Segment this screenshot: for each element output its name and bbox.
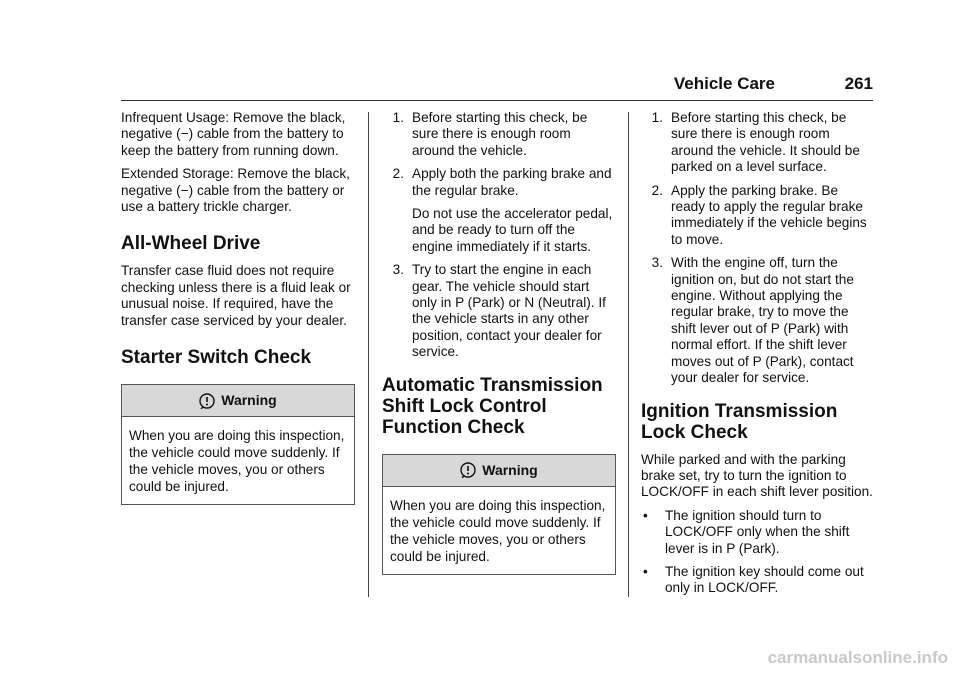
list-item — [641, 508, 875, 557]
step-number: 3. — [392, 262, 404, 278]
step-text: Try to start the engine in each gear. The vehicle should start only in P (Park) or N (Neutral). If the vehicle starts in any other position, contact your dealer for service. — [412, 262, 606, 360]
step-text: Apply the parking brake. Be ready to apply the regular brake immediately if the vehicle begins to move. — [671, 182, 867, 247]
bullet-text: The ignition should turn to LOCK/OFF only when the shift lever is in P (Park). — [665, 507, 850, 556]
heading-starter-switch-check: Starter Switch Check — [121, 347, 312, 369]
step-number: 3. — [651, 255, 663, 271]
warning-icon — [199, 393, 215, 409]
column-1 — [121, 110, 355, 505]
bullet-text: The ignition key should come out only in LOCK/OFF. — [665, 563, 864, 596]
step-note: Do not use the accelerator pedal, and be ready to turn off the engine immediately if it starts. — [412, 206, 613, 254]
list-item — [382, 166, 616, 255]
list-item — [641, 110, 875, 176]
warning-header — [122, 385, 354, 417]
section-title: Vehicle Care — [673, 74, 775, 93]
list-item — [641, 255, 875, 386]
step-text: Apply both the parking brake and the regular brake. — [412, 166, 612, 198]
heading-ignition-lock-check: Ignition Transmission Lock Check — [641, 400, 838, 443]
warning-box — [121, 384, 355, 505]
warning-box — [382, 454, 616, 575]
paragraph-extended-storage: Extended Storage: Remove the black, negative (−) cable from the battery or use a battery trickle charger. — [121, 166, 350, 215]
page-header — [121, 60, 873, 101]
list-item — [382, 262, 616, 360]
list-item — [382, 110, 616, 159]
watermark: carmanualsonline.info — [767, 648, 948, 667]
bullet-mark: • — [643, 563, 648, 579]
warning-icon — [460, 462, 476, 478]
warning-title: Warning — [482, 461, 538, 478]
list-item — [641, 564, 875, 597]
step-text: With the engine off, turn the ignition on, but do not start the engine. Without applying the regular brake, try to move the shift lever out of P (Park) with normal effort. If the shift lever moves out of P (Park), contact your dealer for service. — [671, 255, 854, 386]
heading-shift-lock-check: Automatic Transmission Shift Lock Control Function Check — [382, 374, 603, 438]
heading-all-wheel-drive: All-Wheel Drive — [121, 233, 261, 255]
shift-lock-steps — [641, 110, 875, 387]
paragraph-awd: Transfer case fluid does not require checking unless there is a fluid leak or unusual noise. If required, have the transfer case serviced by your dealer. — [121, 263, 351, 328]
ignition-bullets — [641, 508, 875, 597]
column-divider — [368, 112, 369, 597]
page-number: 261 — [844, 74, 873, 93]
bullet-mark: • — [643, 507, 648, 523]
starter-check-steps — [382, 110, 616, 361]
step-text: Before starting this check, be sure there is enough room around the vehicle. It should be parked on a level surface. — [671, 110, 860, 175]
column-2 — [382, 110, 616, 575]
step-text: Before starting this check, be sure there is enough room around the vehicle. — [412, 110, 588, 158]
warning-title: Warning — [221, 392, 277, 409]
column-3 — [641, 110, 875, 604]
paragraph-ignition: While parked and with the parking brake set, try to turn the ignition to LOCK/OFF in each shift lever position. — [641, 451, 873, 500]
warning-text: When you are doing this inspection, the vehicle could move suddenly. If the vehicle moves, you or others could be injured. — [129, 428, 345, 495]
column-divider — [628, 112, 629, 597]
warning-header — [383, 455, 615, 487]
list-item — [641, 183, 875, 249]
step-number: 1. — [651, 110, 663, 125]
step-number: 2. — [392, 166, 404, 182]
paragraph-infrequent-usage: Infrequent Usage: Remove the black, negative (−) cable from the battery to keep the battery from running down. — [121, 110, 346, 158]
step-number: 2. — [651, 182, 663, 198]
warning-text: When you are doing this inspection, the vehicle could move suddenly. If the vehicle moves, you or others could be injured. — [390, 497, 606, 564]
step-number: 1. — [392, 110, 404, 125]
